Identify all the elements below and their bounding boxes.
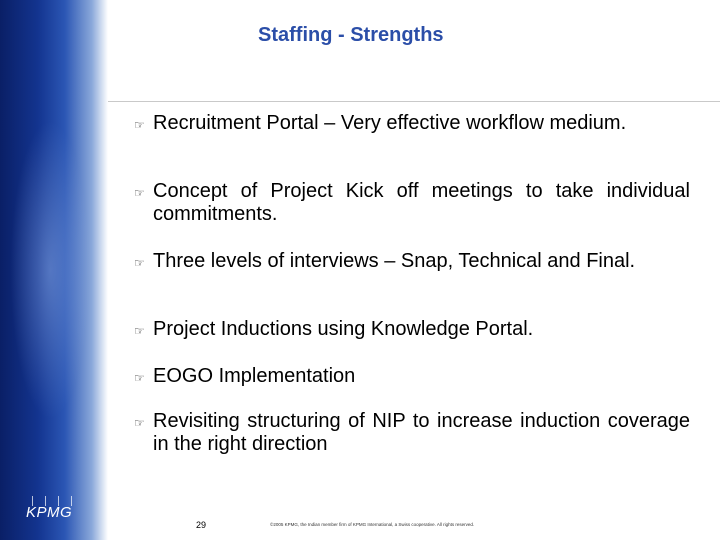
bullet-text: Three levels of interviews – Snap, Technical and Final.: [153, 250, 636, 272]
bullet-text: Recruitment Portal – Very effective workflow medium.: [153, 112, 627, 134]
bullet-item: [134, 250, 690, 273]
copyright-notice: ©2005 KPMG, the Indian member firm of KPMG International, a Swiss cooperative. All rights reserved.: [270, 522, 475, 527]
bullet-item: [134, 318, 690, 341]
title-divider: [108, 101, 720, 102]
hand-pointer-icon: ☞: [134, 186, 145, 200]
hand-pointer-icon: ☞: [134, 256, 145, 270]
bullet-item: [134, 365, 690, 388]
bullet-item: [134, 180, 690, 226]
bullet-text: Concept of Project Kick off meetings to take individual commitments.: [153, 180, 690, 225]
hand-pointer-icon: ☞: [134, 118, 145, 132]
bullet-text: EOGO Implementation: [153, 365, 356, 387]
bullet-text: Project Inductions using Knowledge Portal.: [153, 318, 534, 340]
bullet-text: Revisiting structuring of NIP to increase induction coverage in the right direction: [153, 410, 690, 455]
hand-pointer-icon: ☞: [134, 371, 145, 385]
bullet-item: [134, 410, 690, 456]
logo-text: KPMG: [26, 504, 73, 521]
hand-pointer-icon: ☞: [134, 324, 145, 338]
sidebar-gradient: [0, 0, 108, 540]
page-number: 29: [196, 520, 207, 530]
sidebar-glow: [10, 120, 90, 420]
bullet-item: [134, 112, 690, 135]
kpmg-logo: [26, 496, 86, 526]
slide-title: Staffing - Strengths: [258, 24, 444, 46]
hand-pointer-icon: ☞: [134, 416, 145, 430]
